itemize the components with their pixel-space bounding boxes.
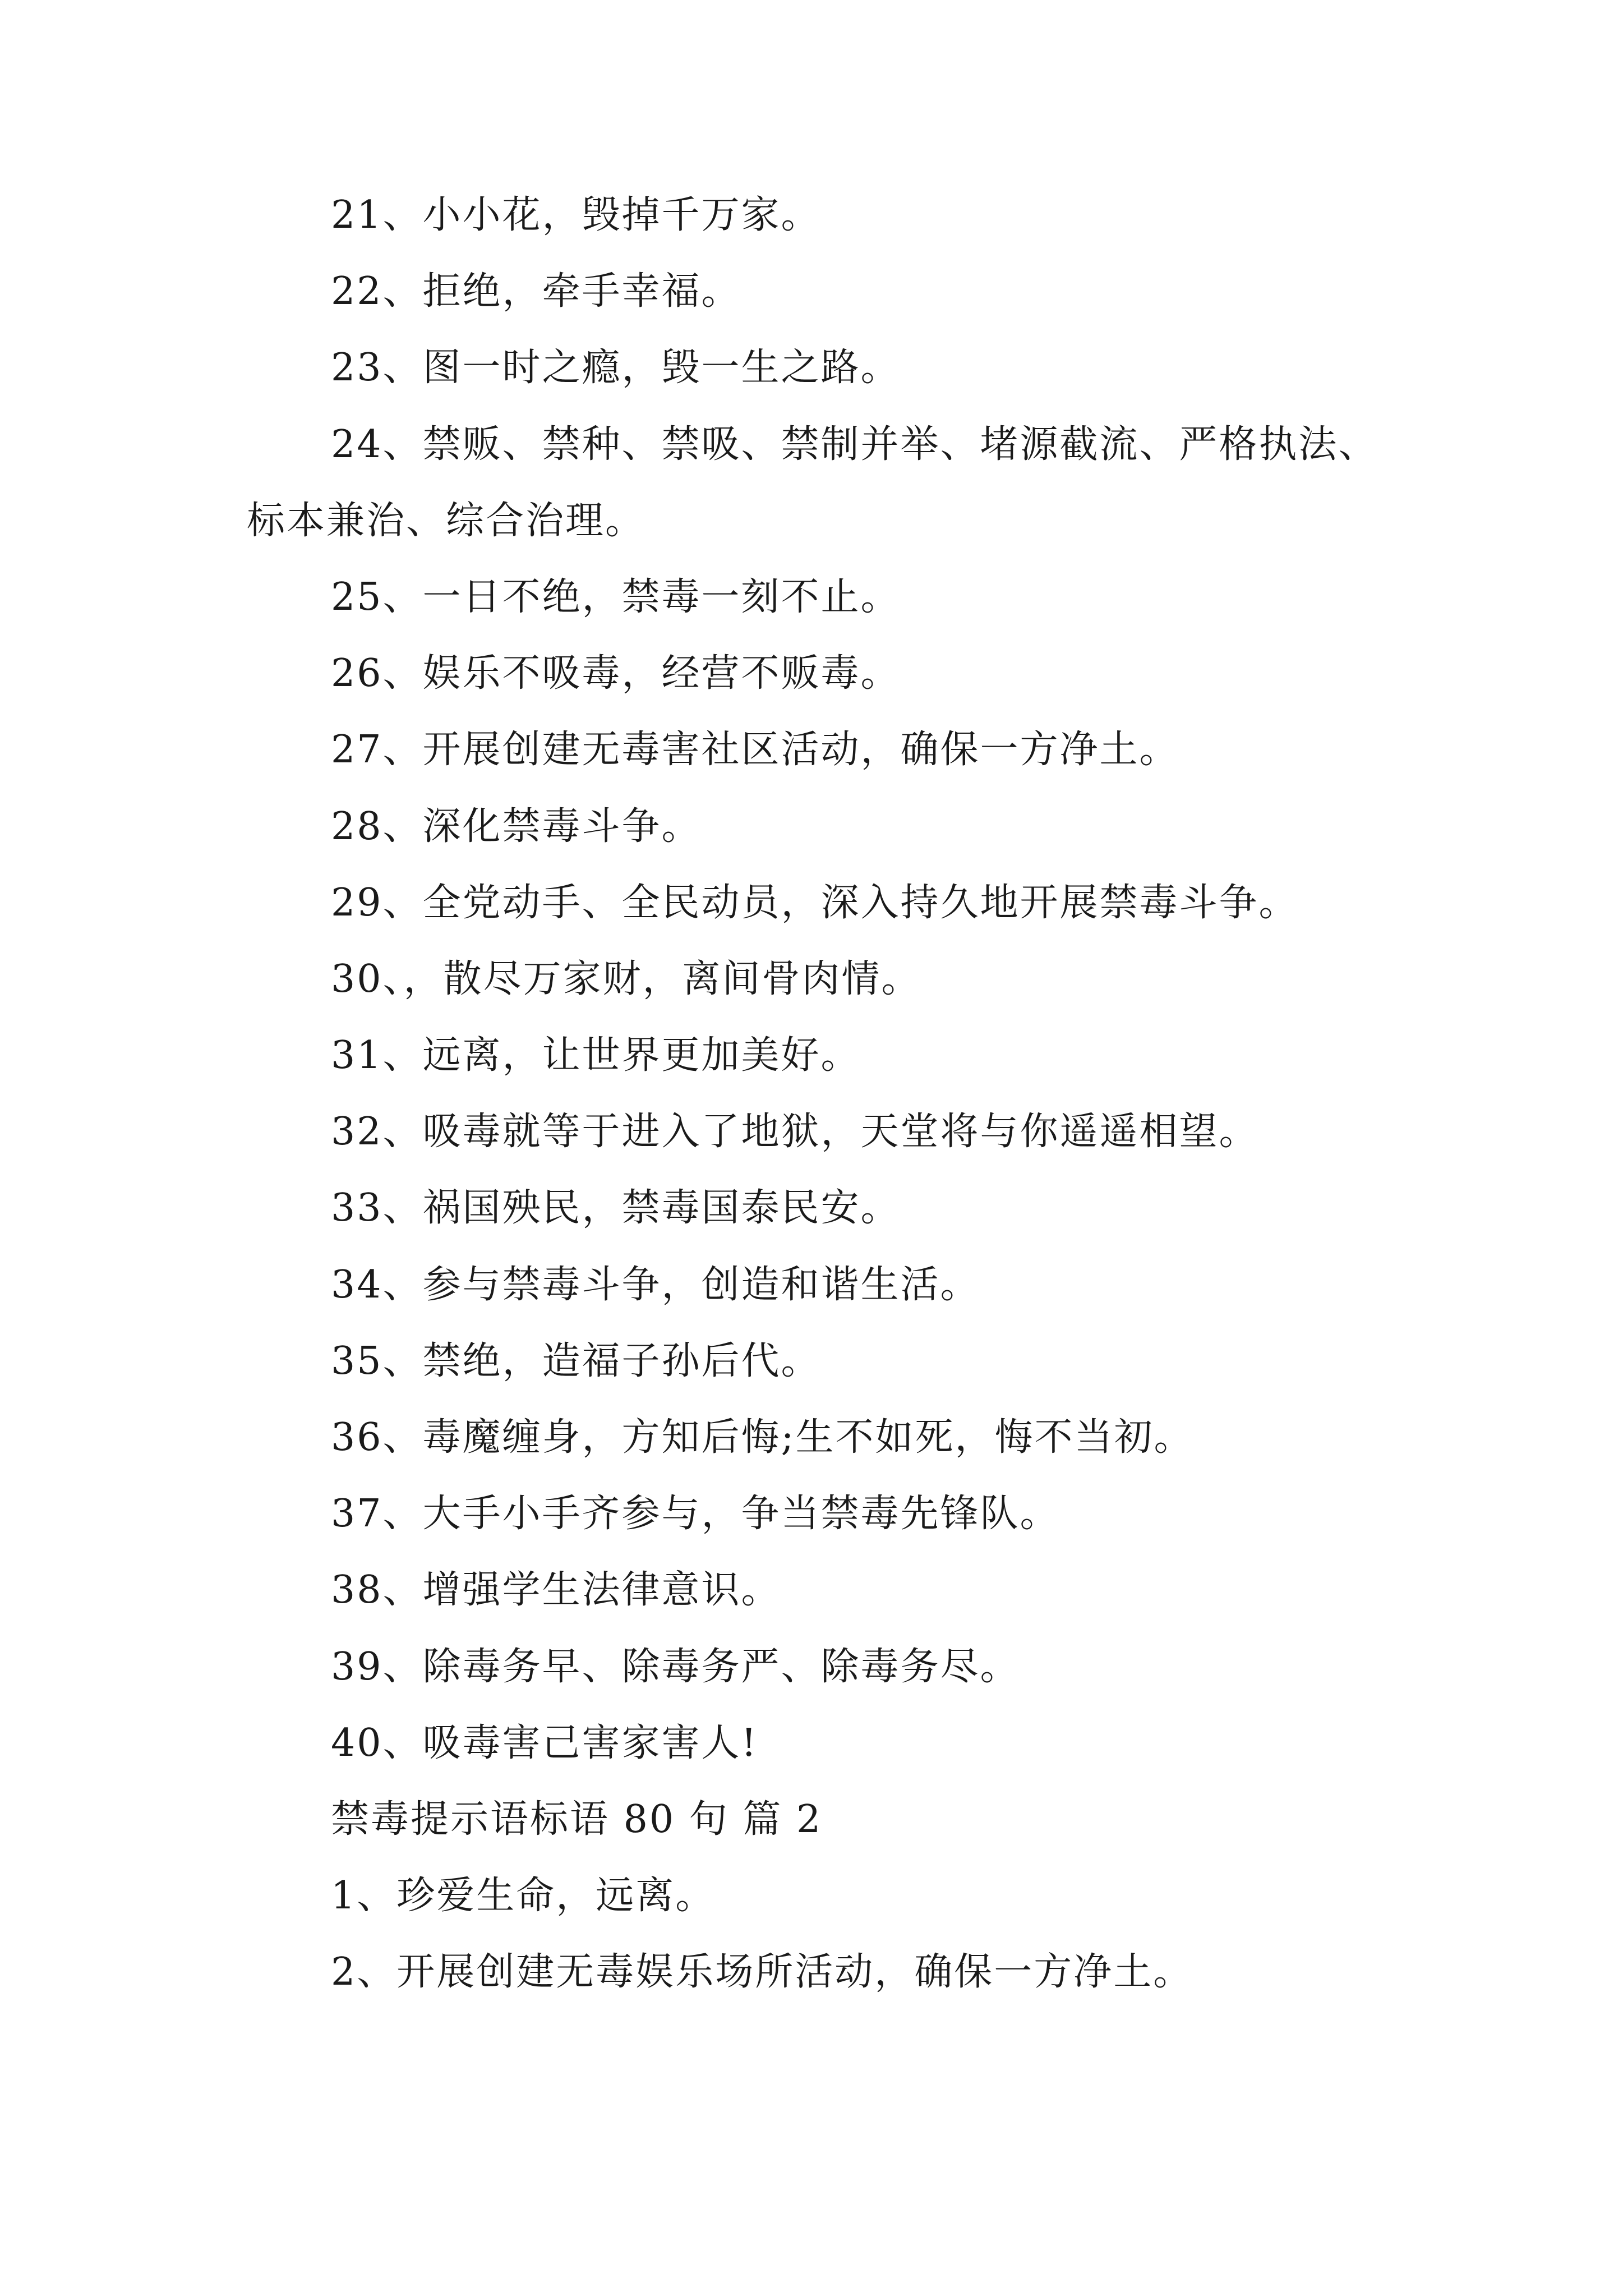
section-heading: 禁毒提示语标语 80 句 篇 2 [331,1797,823,1842]
list-item-33: 33、祸国殃民，禁毒国泰民安。 [331,1186,901,1231]
list-item-34: 34、参与禁毒斗争，创造和谐生活。 [331,1262,980,1307]
list-item-30: 30、，散尽万家财，离间骨肉情。 [331,956,921,1001]
list-item-29: 29、全党动手、全民动员，深入持久地开展禁毒斗争。 [331,880,1299,925]
list-item-36: 36、毒魔缠身，方知后悔;生不如死，悔不当初。 [331,1415,1194,1460]
list-item-22: 22、拒绝，牵手幸福。 [331,269,741,314]
list-item-25: 25、一日不绝，禁毒一刻不止。 [331,574,901,619]
list-item-37: 37、大手小手齐参与，争当禁毒先锋队。 [331,1492,1060,1536]
list-item-32: 32、吸毒就等于进入了地狱，天堂将与你遥遥相望。 [331,1110,1259,1154]
list-item-27: 27、开展创建无毒害社区活动，确保一方净土。 [331,728,1179,772]
list-item-40: 40、吸毒害己害家害人! [331,1720,758,1765]
list-item-24: 24、禁贩、禁种、禁吸、禁制并举、堵源截流、严格执法、标本兼治、综合治理。 [247,422,1378,543]
list-item-35: 35、禁绝，造福子孙后代。 [331,1338,821,1383]
list-item-39: 39、除毒务早、除毒务严、除毒务尽。 [331,1644,1020,1689]
list-item-21: 21、小小花，毁掉千万家。 [331,193,821,237]
section2-item-2: 2、开展创建无毒娱乐场所活动，确保一方净土。 [331,1950,1193,1995]
list-item-26: 26、娱乐不吸毒，经营不贩毒。 [331,651,901,696]
list-item-38: 38、增强学生法律意识。 [331,1568,781,1613]
list-item-28: 28、深化禁毒斗争。 [331,804,702,849]
section2-item-1: 1、珍爱生命，远离。 [331,1874,716,1918]
list-item-23: 23、图一时之瘾，毁一生之路。 [331,346,901,390]
document-body [247,177,1402,2011]
list-item-31: 31、远离，让世界更加美好。 [331,1033,861,1078]
